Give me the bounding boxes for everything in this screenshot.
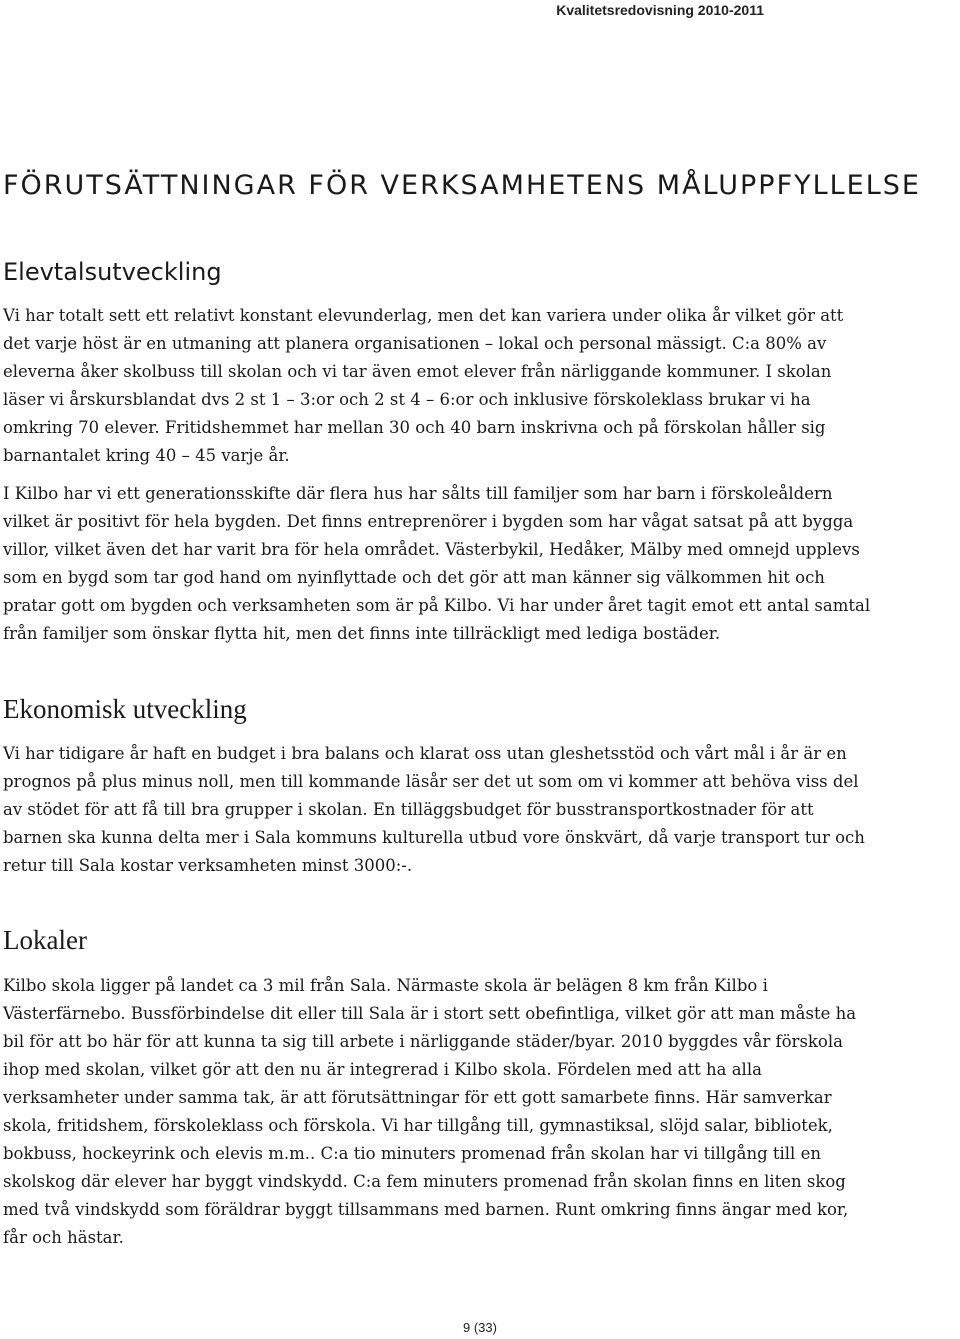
text-line: bokbuss, hockeyrink och elevis m.m.. C:a tio minuters promenad från skolan har vi tillgång till en — [3, 1144, 821, 1163]
text-line: Vi har totalt sett ett relativt konstant elevunderlag, men det kan variera under olika år vilket gör att — [3, 306, 844, 325]
page-title: FÖRUTSÄTTNINGAR FÖR VERKSAMHETENS MÅLUPPFYLLELSE — [3, 170, 921, 201]
text-line: villor, vilket även det har varit bra för hela området. Västerbykil, Hedåker, Mälby med omnejd upplevs — [3, 540, 860, 559]
text-line: prognos på plus minus noll, men till kommande läsår ser det ut som om vi kommer att behöva viss del — [3, 772, 859, 791]
text-line: eleverna åker skolbuss till skolan och vi tar även emot elever från närliggande kommuner. I skolan — [3, 362, 832, 381]
text-line: får och hästar. — [3, 1228, 124, 1247]
text-line: verksamheter under samma tak, är att förutsättningar för ett gott samarbete finns. Här samverkar — [3, 1088, 832, 1107]
section-heading-ekonomisk-utveckling: Ekonomisk utveckling — [3, 694, 247, 724]
text-line: Vi har tidigare år haft en budget i bra balans och klarat oss utan gleshetsstöd och vårt mål i år är en — [3, 744, 847, 763]
text-line: bil för att bo här för att kunna ta sig till arbete i närliggande städer/byar. 2010 byggdes vår förskola — [3, 1032, 843, 1051]
text-line: ihop med skolan, vilket gör att den nu är integrerad i Kilbo skola. Fördelen med att ha alla — [3, 1060, 762, 1079]
text-line: retur till Sala kostar verksamheten minst 3000:-. — [3, 856, 413, 875]
text-line: barnen ska kunna delta mer i Sala kommuns kulturella utbud vore önskvärt, då varje transport tur och — [3, 828, 865, 847]
paragraph-budget — [3, 740, 958, 880]
text-line: barnantalet kring 40 – 45 varje år. — [3, 446, 290, 465]
text-line: som en bygd som tar god hand om nyinflyttade och det gör att man känner sig välkommen hit och — [3, 568, 825, 587]
text-line: Kilbo skola ligger på landet ca 3 mil från Sala. Närmaste skola är belägen 8 km från Kilbo i — [3, 976, 768, 995]
text-line: pratar gott om bygden och verksamheten som är på Kilbo. Vi har under året tagit emot ett antal samtal — [3, 596, 871, 615]
text-line: med två vindskydd som föräldrar byggt tillsammans med barnen. Runt omkring finns ängar med kor, — [3, 1200, 849, 1219]
page-number: 9 (33) — [463, 1320, 497, 1335]
text-line: skolskog där elever har byggt vindskydd. C:a fem minuters promenad från skolan finns en liten skog — [3, 1172, 846, 1191]
text-line: från familjer som önskar flytta hit, men det finns inte tillräckligt med lediga bostäder. — [3, 624, 721, 643]
running-header: Kvalitetsredovisning 2010-2011 — [556, 2, 764, 18]
text-line: läser vi årskursblandat dvs 2 st 1 – 3:or och 2 st 4 – 6:or och inklusive förskoleklass brukar vi ha — [3, 390, 811, 409]
text-line: av stödet för att få till bra grupper i skolan. En tilläggsbudget för busstransportkostnader för att — [3, 800, 814, 819]
text-line: Västerfärnebo. Bussförbindelse dit eller till Sala är i stort sett obefintliga, vilket gör att man måste ha — [3, 1004, 857, 1023]
section-heading-elevtalsutveckling: Elevtalsutveckling — [3, 258, 222, 286]
text-line: omkring 70 elever. Fritidshemmet har mellan 30 och 40 barn inskrivna och på förskolan håller sig — [3, 418, 826, 437]
paragraph-lokaler — [3, 972, 958, 1252]
paragraph-elevunderlag — [3, 302, 958, 470]
text-line: I Kilbo har vi ett generationsskifte där flera hus har sålts till familjer som har barn i förskoleåldern — [3, 484, 833, 503]
paragraph-generationsskifte — [3, 480, 958, 648]
text-line: det varje höst är en utmaning att planera organisationen – lokal och personal mässigt. C:a 80% av — [3, 334, 827, 353]
text-line: vilket är positivt för hela bygden. Det finns entreprenörer i bygden som har vågat satsat på att bygga — [3, 512, 854, 531]
section-heading-lokaler: Lokaler — [3, 925, 87, 955]
text-line: skola, fritidshem, förskoleklass och förskola. Vi har tillgång till, gymnastiksal, slöjd salar, bibliotek, — [3, 1116, 833, 1135]
